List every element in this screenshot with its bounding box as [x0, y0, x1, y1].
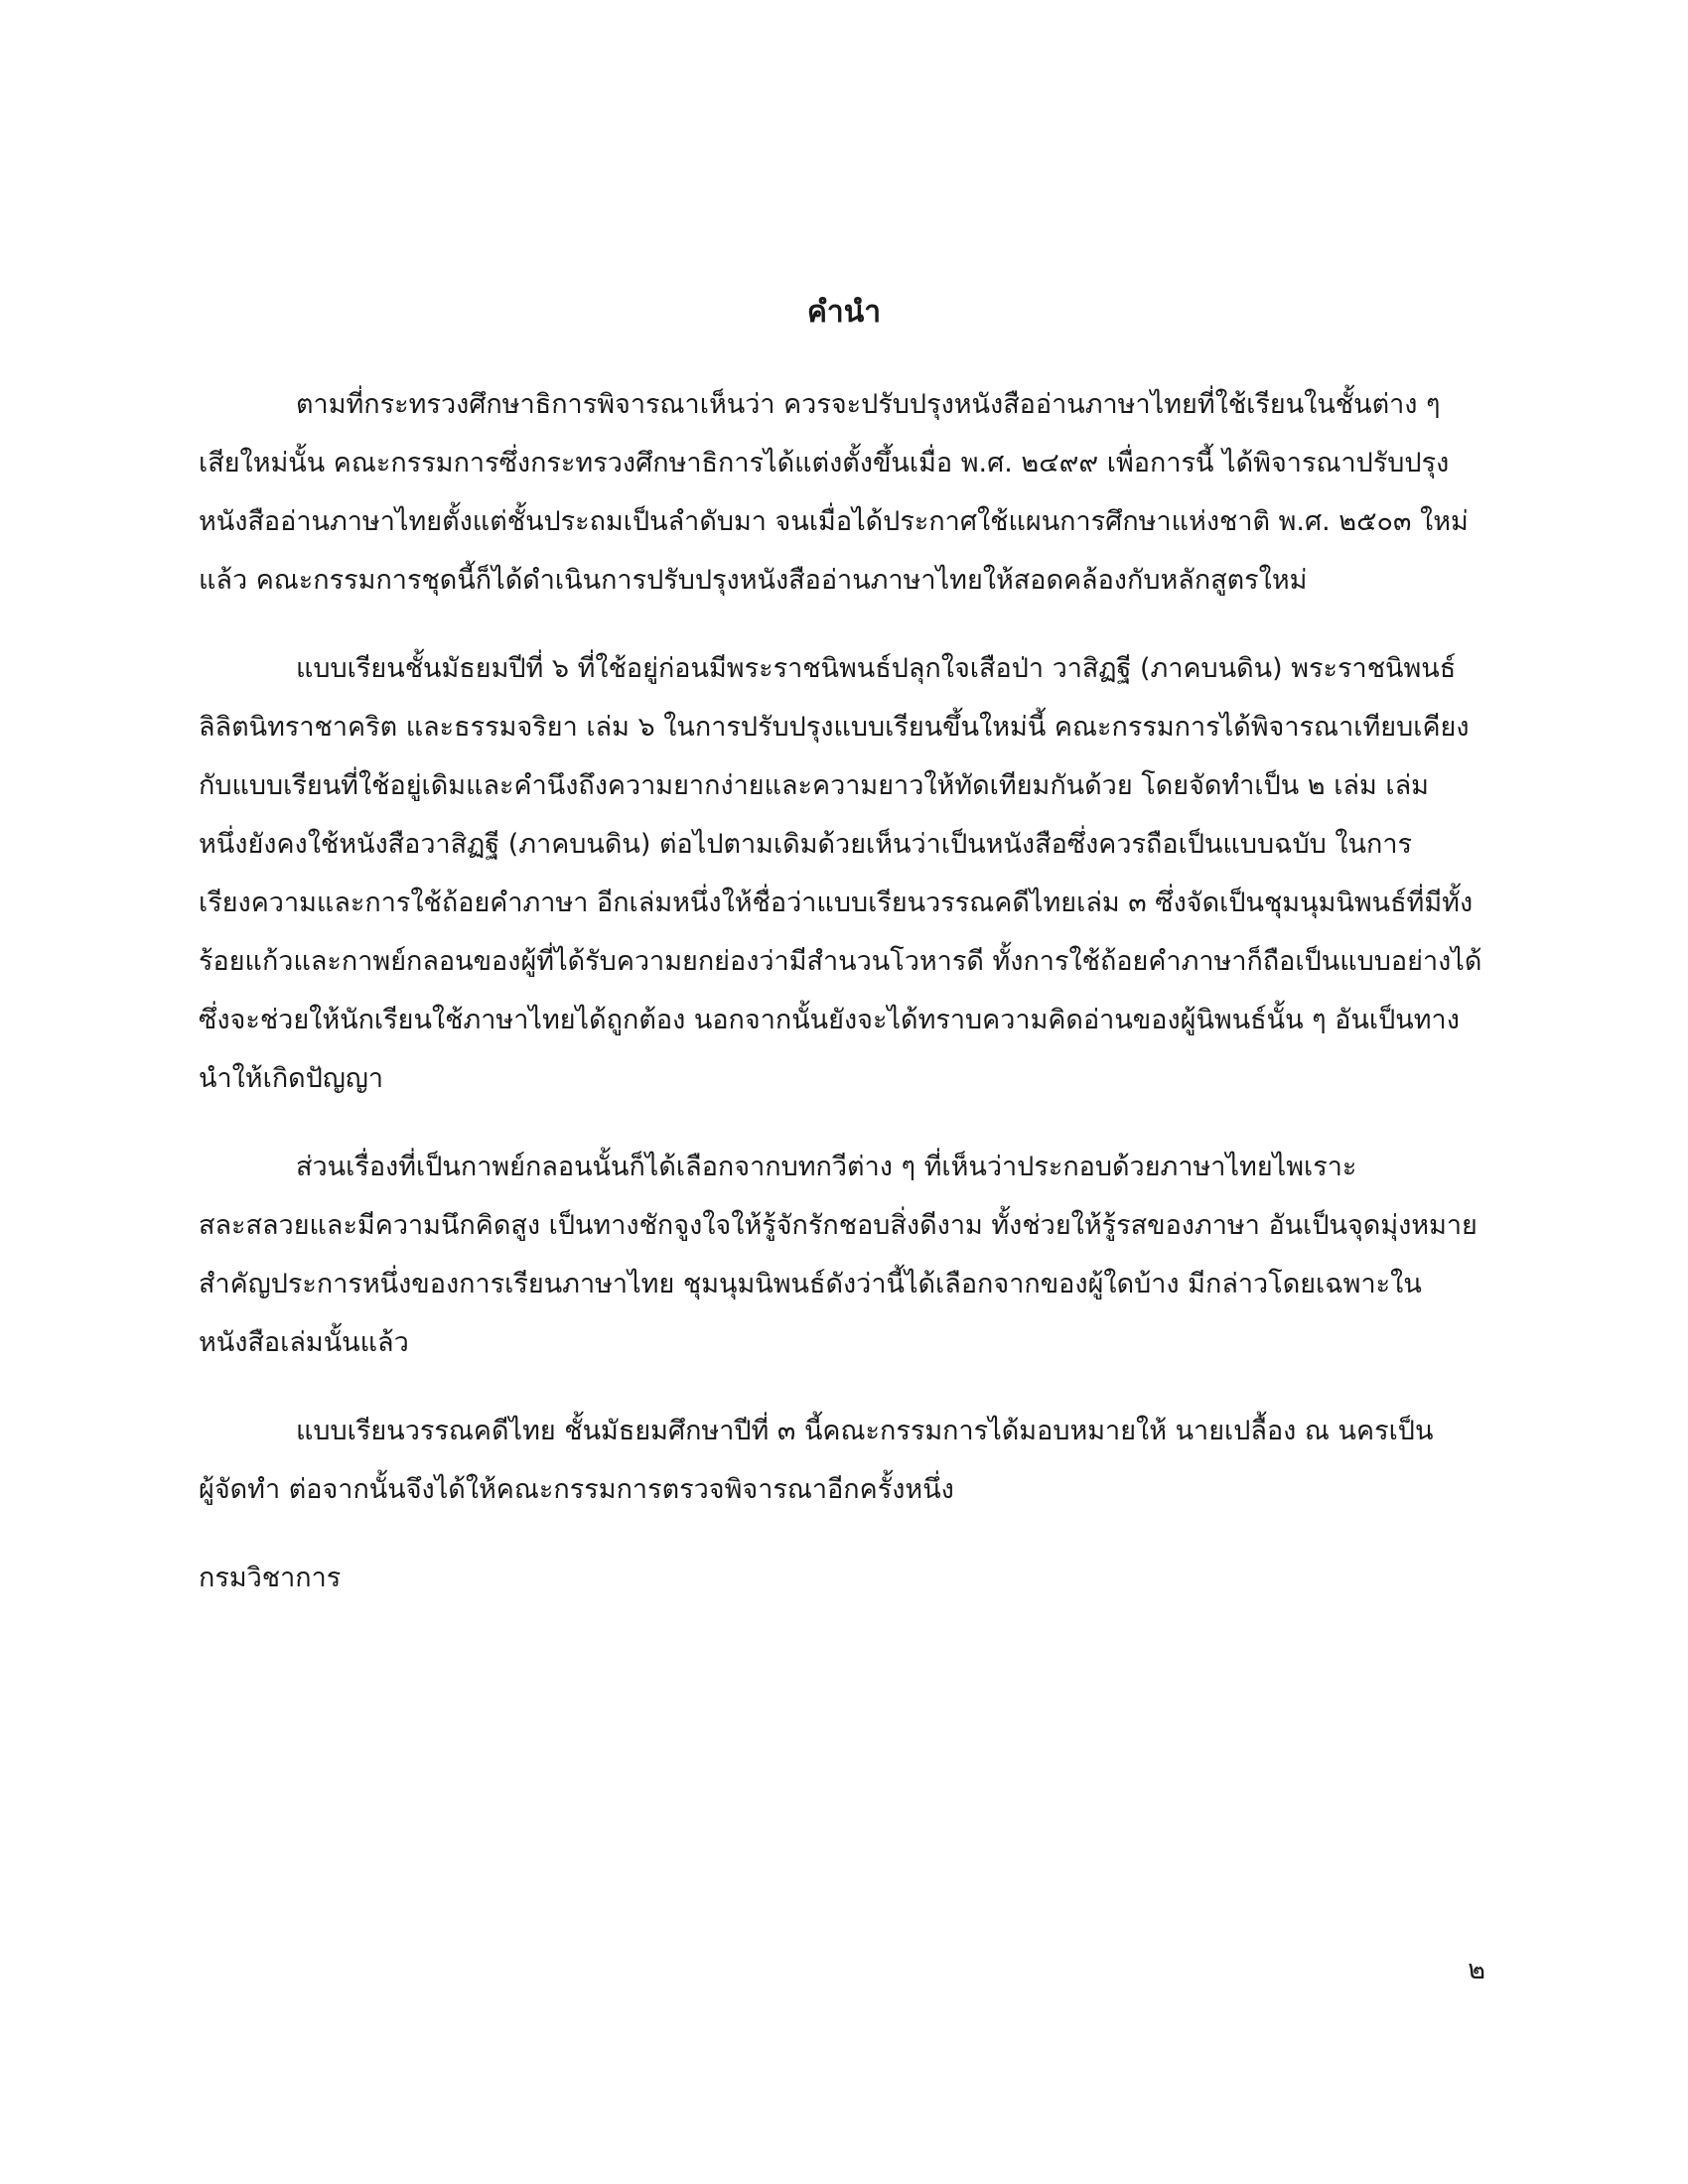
paragraph-line: แบบเรียนชั้นมัธยมปีที่ ๖ ที่ใช้อยู่ก่อนมีพระราชนิพนธ์ปลุกใจเสือป่า วาสิฏฐี (ภาคบนดิน) พระราชนิพนธ์ — [296, 653, 1457, 684]
paragraph-gap — [199, 1372, 1489, 1402]
paragraph-line: ซึ่งจะช่วยให้นักเรียนใช้ภาษาไทยได้ถูกต้อง นอกจากนั้นยังจะได้ทราบความคิดอ่านของผู้นิพนธ์นั้น ๆ อันเป็นทาง — [199, 1005, 1460, 1035]
paragraph-line: กับแบบเรียนที่ใช้อยู่เดิมและคำนึงถึงความยากง่ายและความยาวให้ทัดเทียมกันด้วย โดยจัดทำเป็น ๒ เล่ม เล่ม — [199, 770, 1429, 801]
paragraph-3 — [199, 1138, 1489, 1372]
paragraph-line: ร้อยแก้วและกาพย์กลอนของผู้ที่ได้รับความยกย่องว่ามีสำนวนโวหารดี ทั้งการใช้ถ้อยคำภาษาก็ถือเป็นแบบอย่างได้ — [199, 946, 1482, 977]
paragraph-line: หนึ่งยังคงใช้หนังสือวาสิฏฐี (ภาคบนดิน) ต่อไปตามเดิมด้วยเห็นว่าเป็นหนังสือซึ่งควรถือเป็นแบบฉบับ ในการ — [199, 829, 1413, 860]
paragraph-line: ส่วนเรื่องที่เป็นกาพย์กลอนนั้นก็ได้เลือกจากบทกวีต่าง ๆ ที่เห็นว่าประกอบด้วยภาษาไทยไพเราะ — [296, 1152, 1357, 1182]
paragraph-line: หนังสืออ่านภาษาไทยตั้งแต่ชั้นประถมเป็นลำดับมา จนเมื่อได้ประกาศใช้แผนการศึกษาแห่งชาติ พ.ศ. ๒๕๐๓ ใหม่ — [199, 506, 1469, 537]
signature-text: กรมวิชาการ — [199, 1563, 342, 1593]
paragraph-line: แล้ว คณะกรรมการชุดนี้ก็ได้ดำเนินการปรับปรุงหนังสืออ่านภาษาไทยให้สอดคล้องกับหลักสูตรใหม่ — [199, 565, 1308, 596]
paragraph-2 — [199, 639, 1489, 1108]
paragraph-gap — [199, 1519, 1489, 1549]
page-title: คำนำ — [806, 295, 882, 330]
paragraph-line: แบบเรียนวรรณคดีไทย ชั้นมัธยมศึกษาปีที่ ๓ นี้คณะกรรมการได้มอบหมายให้ นายเปลื้อง ณ นครเป็น — [296, 1416, 1434, 1446]
paragraph-line: สละสลวยและมีความนึกคิดสูง เป็นทางชักจูงใจให้รู้จักรักชอบสิ่งดีงาม ทั้งช่วยให้รู้รสของภาษา อันเป็นจุดมุ่งหมาย — [199, 1210, 1477, 1241]
paragraph-line: เรียงความและการใช้ถ้อยคำภาษา อีกเล่มหนึ่งให้ชื่อว่าแบบเรียนวรรณคดีไทยเล่ม ๓ ซึ่งจัดเป็นชุมนุมนิพนธ์ที่มีทั้ง — [199, 887, 1474, 918]
signature-block — [199, 1549, 1489, 1607]
document-body — [199, 375, 1489, 1607]
paragraph-line: ผู้จัดทำ ต่อจากนั้นจึงได้ให้คณะกรรมการตรวจพิจารณาอีกครั้งหนึ่ง — [199, 1474, 954, 1505]
paragraph-line: เสียใหม่นั้น คณะกรรมการซึ่งกระทรวงศึกษาธิการได้แต่งตั้งขึ้นเมื่อ พ.ศ. ๒๔๙๙ เพื่อการนี้ ได้พิจารณาปรับปรุง — [199, 448, 1450, 478]
paragraph-line: ลิลิตนิทราชาคริต และธรรมจริยา เล่ม ๖ ในการปรับปรุงแบบเรียนขึ้นใหม่นี้ คณะกรรมการได้พิจารณาเทียบเคียง — [199, 712, 1470, 743]
paragraph-gap — [199, 610, 1489, 639]
paragraph-1 — [199, 375, 1489, 610]
paragraph-line: สำคัญประการหนึ่งของการเรียนภาษาไทย ชุมนุมนิพนธ์ดังว่านี้ได้เลือกจากของผู้ใดบ้าง มีกล่าวโดยเฉพาะใน — [199, 1269, 1422, 1299]
paragraph-4 — [199, 1402, 1489, 1519]
paragraph-line: หนังสือเล่มนั้นแล้ว — [199, 1327, 409, 1358]
paragraph-gap — [199, 1108, 1489, 1138]
paragraph-line: นำให้เกิดปัญญา — [199, 1063, 384, 1094]
paragraph-line: ตามที่กระทรวงศึกษาธิการพิจารณาเห็นว่า ควรจะปรับปรุงหนังสืออ่านภาษาไทยที่ใช้เรียนในชั้นต่าง ๆ — [296, 389, 1441, 420]
page-number: ๒ — [1468, 1955, 1485, 1985]
